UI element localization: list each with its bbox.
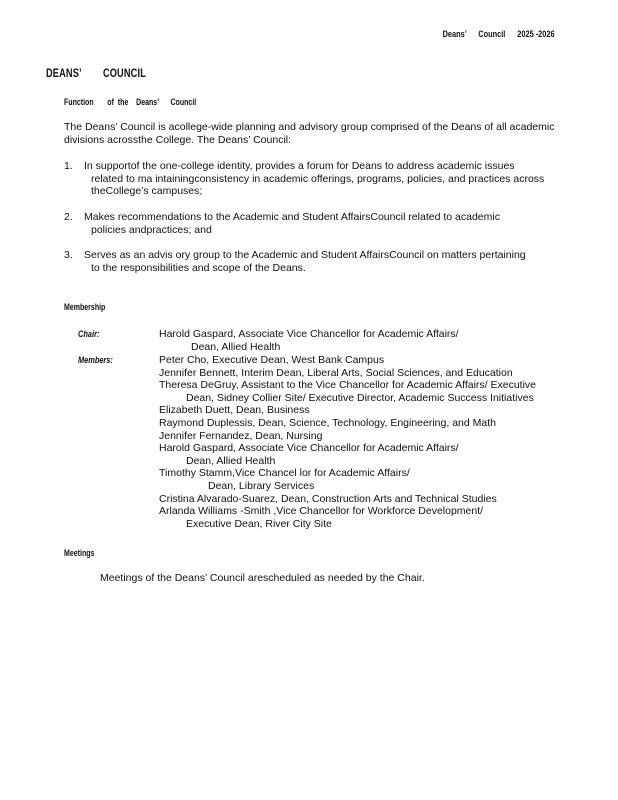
- member-line: Cristina Alvarado-Suarez, Dean, Construction Arts and Technical Studies: [159, 492, 497, 505]
- function-item-1: [64, 160, 564, 198]
- document-title: DEANS’ COUNCIL: [46, 68, 146, 80]
- member-line: Jennifer Fernandez, Dean, Nursing: [159, 429, 323, 442]
- chair-list: [159, 328, 459, 353]
- members-list: [159, 354, 536, 530]
- function-number: 1.: [64, 160, 73, 172]
- member-line: Peter Cho, Executive Dean, West Bank Campus: [159, 354, 385, 366]
- header-word-deans: Deans’: [442, 29, 467, 39]
- member-line: Jennifer Bennett, Interim Dean, Liberal Arts, Social Sciences, and Education: [159, 366, 513, 379]
- member-line: Dean, Allied Health: [186, 454, 276, 467]
- function-text: Serves as an advis ory group to the Academic and Student AffairsCouncil on matters pertaining: [84, 249, 526, 261]
- function-item-3: [64, 249, 564, 274]
- member-line: Dean, Library Services: [208, 479, 315, 492]
- chair-label: Chair:: [78, 329, 100, 339]
- intro-paragraph: The Deans’ Council is acollege-wide planning and advisory group comprised of the Deans of all academic divisions acrossthe College. The Deans’ Council:: [64, 121, 555, 146]
- membership-heading: Membership: [64, 302, 106, 312]
- members-label: Members:: [78, 355, 113, 365]
- function-text: In supportof the one-college identity, provides a forum for Deans to address academic issues: [84, 160, 515, 172]
- function-text-continued: to the responsibilities and scope of the Deans.: [91, 261, 306, 274]
- member-line: Theresa DeGruy, Assistant to the Vice Chancellor for Academic Affairs/ Executive: [159, 379, 537, 392]
- member-line: Executive Dean, River City Site: [186, 517, 332, 530]
- function-text-continued: related to ma intainingconsistency in academic offerings, programs, policies, and practices across theCollege’s campuses;: [91, 172, 545, 198]
- member-line: Harold Gaspard, Associate Vice Chancellor for Academic Affairs/: [159, 442, 459, 455]
- member-line: Dean, Sidney Collier Site/ Executive Director, Academic Success Initiatives: [186, 391, 534, 404]
- function-number: 2.: [64, 211, 73, 223]
- function-heading: Function of the Deans’ Council: [64, 97, 197, 107]
- meetings-heading: Meetings: [64, 548, 95, 558]
- function-text: Makes recommendations to the Academic and Student AffairsCouncil related to academic: [84, 211, 500, 223]
- chair-line: Harold Gaspard, Associate Vice Chancellor for Academic Affairs/: [159, 328, 459, 340]
- member-line: Timothy Stamm,Vice Chancel lor for Academic Affairs/: [159, 467, 410, 480]
- function-text-continued: policies andpractices; and: [91, 223, 212, 236]
- member-line: Arlanda Williams -Smith ,Vice Chancellor for Workforce Development/: [159, 505, 484, 518]
- function-item-2: [64, 211, 564, 236]
- page-header: [433, 29, 555, 39]
- function-number: 3.: [64, 249, 73, 261]
- header-word-council: Council: [478, 29, 506, 39]
- chair-line: Dean, Allied Health: [191, 340, 281, 353]
- member-line: Elizabeth Duett, Dean, Business: [159, 404, 310, 417]
- meetings-paragraph: Meetings of the Deans’ Council arescheduled as needed by the Chair.: [100, 572, 425, 584]
- member-line: Raymond Duplessis, Dean, Science, Technology, Engineering, and Math: [159, 416, 496, 429]
- header-year: 2025 -2026: [517, 29, 555, 39]
